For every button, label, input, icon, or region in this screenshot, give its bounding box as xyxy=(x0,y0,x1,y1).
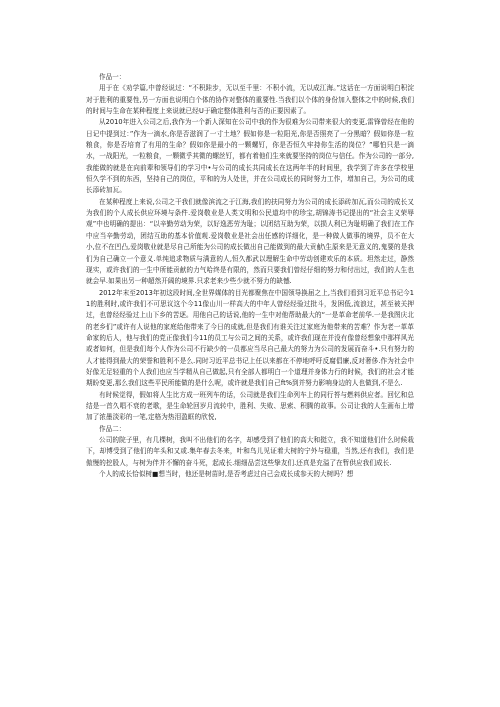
paragraph: 个人的成长恰似树■想当时，他还是树苗时,是否考虑过自己会成长成参天的大树吗？想 xyxy=(99,470,354,479)
paragraph: 有时候觉得，假如将人生比方成一班列车的话，公司就是我们生命列车上的同行苔与燃料供应者。回忆和总结是一首久唱不衰的老歌，是生命轮回岁月流转中，胜利、失败、思索、积腾的故事。公司让我的人生画布上增加了浓墨淡彩的一笔,定格为热泪盈眶的欣悦, xyxy=(86,390,414,422)
document-page xyxy=(86,72,414,702)
paragraph: 公司的院子里，有几棵树，我叫不出他们的名字，却感受到了他们的高大和挺立，我不知道他们什么时候栽下，却博受到了他们的年头和又或.集年春去冬来，叶和鸟儿见证着大树的宁外与稳重，当然,还有我们，我们是傲慢的挖股人，与树为伴并不懈的奋斗死，起成长.细细品尝这些挚友们.还真是充溢了在暂供应我们成长. xyxy=(86,436,414,467)
paragraph: 在某种程度上来说,公司之干我们就像滨流之于江海,我们的扶同努力为公司的成长添砖加瓦,而公司的成长又为我们的个人成长供应环境与条件.爱岗敬业是人类文明和公民道均中的珍宝,胡锦涛书记提出的“社会主义荣辱观”中也明确的提出：“以辛勤劳动为荣，以好逸恶劳为耻；以团结互助为荣，以损人利已为耻明确了我们在工作中应当辛勤劳动，团结互助的基本价值观.爱岗敬业是社会出任感的详细化，是一种做人做事的境界，员不在大小,位不在凹凸,爱岗敬业就是尽自己所能为公司的成长做出自己能做到的最大贡献\生原来是无意义的,鬼要的是我们为自己确立一个意义.单纯追求物质与满意的人,恒久都武以理解生命中劳动创建欢乐的本质。坦然走过，静然现实，或许我们的一生中所能贡献的力气哈终是有限的，然而只要我们曾经仔细的努力和付出过，我们的人生也就会早.如果出另一种超然开阔的境界.只求老来少些少就不努力的缺憾. xyxy=(86,197,414,286)
paragraph: 从2010年进入公司之后,我作为一个新人深知在公司中我的作为很难为公司带来很大的变更,雷锋曾经在他的日记中提到过：”作为一滴水,你是否滋润了一寸土地？假如你是一粒阳光,你是否照亮了一分黑暗？假如你是一粒粮食，你是否培育了有用的生命？假如你是最小的一颗螺钉，你是否恒久牢持你生活的岗位？”哪怕只是一滴水，一战阳光，一粒粮食，一颗微乎其微的螺丝钉，都有着他们生来就要坚持的岗位与信任。作为公司的一部分,我能做的就是在向前辈和领导们的学习中•与公司的成长共同成长在这两年半的时间里，我学到了许多在学校里恒久学不到的东西，坚持自己的岗位，平和的为人处世，并在公司成长的同时努力工作，增加自己，为公司的成长添砖加瓦。 xyxy=(86,118,414,195)
section-heading: 作品一： xyxy=(99,73,126,81)
section-heading: 作品二： xyxy=(99,424,126,433)
paragraph: 用于在《劝学篇,中曾经说过：“不积跬步，无以至千里：不积小流，无以成江海。”这话在一方面说明白积淀对于胜利的重要性,另一方面也说明白个体的协作对整体的重要性.当我们以个体的身份加入整体之中的时候,我们的时间与生命在某种程度上来说就已经U于确定整体胜利与否的正要因素了。 xyxy=(86,84,414,116)
paragraph: 2012年末至2013年初这段时间,全世界媒体的目光都聚焦在中国领导换届之上,当我们看到习近平总书记今11的胜利时,或许我们不可思议这个今11像山川一样高大的中年人曾经经验过批斗，发困低,流浪过，甚至被关押过，也曾经经验过上山下乡的苦逐。用他自己的话说,他的一生中对他帮助最大的“一是革命老前华.一是我图庆北的老乡们”或许有人说他的家庭给他带来了今日的成就,但是我们有谁关注过家庭为他带来的苦难？作为老一革革命家的后人，他与我们的党正像我们今11的员工与公司之间的关系，或许我们现在并没有像曾经想象中那样风光或者如何，但是我们每个人作为公司不行缺少的一员都应当尽自己最大的努力为公司的发展而奋斗•.只有努力的人才能得到最大的荣誉和胜利不是么.同时习近平总书记上任以来都在不停地呼吁反腐倡廉,反对奢侈.作为社会中好像无足轻重的个人我们也应当学精从自己做起,只有全部人都明白一个道理并身体力行的时候，我们的社会才能期盼变更,那么我们这些平民所能做的是什么呢，或许就是我们自己ft%到并努力影响身边的人也做到,不是么. xyxy=(86,288,414,388)
